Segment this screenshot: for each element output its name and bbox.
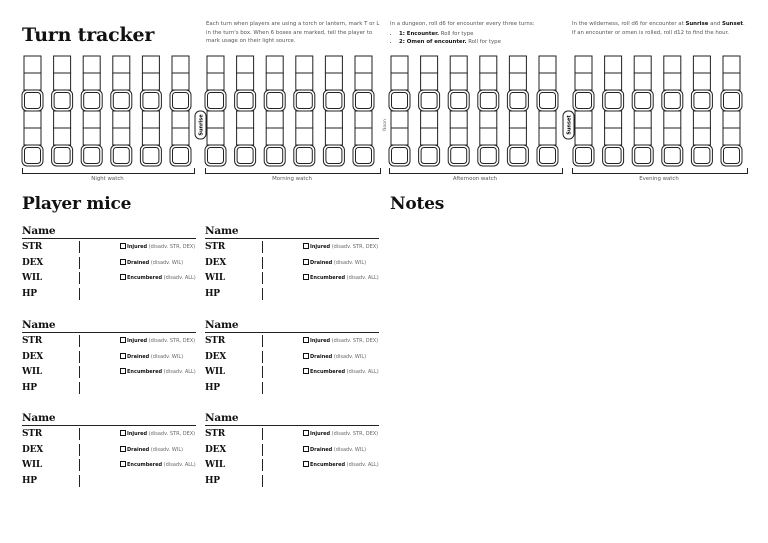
evening-watch-bracket: [572, 168, 748, 174]
dungeon-rules-intro: In a dungeon, roll d6 for encounter every three turns:: [390, 21, 535, 27]
turn-box: [421, 128, 438, 145]
turn-box: [450, 128, 467, 145]
turn-box: [54, 111, 71, 128]
stat-field-line: [262, 366, 263, 378]
dungeon-rule-item: • 2: Omen of encounter. Roll for type: [399, 38, 560, 47]
turn-box: [54, 73, 71, 90]
stat-row: [205, 442, 379, 458]
turn-box: [113, 111, 130, 128]
condition-checkbox[interactable]: [120, 337, 126, 343]
condition-checkbox[interactable]: [120, 430, 126, 436]
stat-row: [205, 286, 379, 302]
stat-label-str: STR: [22, 336, 43, 346]
condition-note: (disadv. WIL): [149, 446, 184, 453]
condition-note: (disadv. ALL): [345, 462, 379, 469]
turn-box: [142, 73, 159, 90]
stat-field-line: [79, 272, 80, 284]
turn-box: [421, 111, 438, 128]
turn-box: [634, 56, 651, 73]
stat-field-line: [262, 428, 263, 440]
condition-label: Injured: [127, 338, 148, 344]
stat-field-line: [262, 459, 263, 471]
stat-field-line: [262, 272, 263, 284]
turn-box: [355, 56, 372, 73]
player-name-label: Name: [22, 412, 196, 426]
condition-injured: [303, 430, 378, 437]
turn-box: [605, 111, 622, 128]
turn-box: [237, 128, 254, 145]
condition-label: Injured: [310, 244, 331, 250]
condition-injured: [303, 243, 378, 250]
stat-label-hp: HP: [22, 383, 37, 394]
turn-tracker-grid: [0, 0, 768, 190]
turn-box: [113, 73, 130, 90]
turn-box: [83, 128, 100, 145]
turn-box: [480, 128, 497, 145]
turn-box: [605, 128, 622, 145]
turn-box: [24, 128, 41, 145]
stat-row: [22, 364, 196, 380]
stat-label-dex: DEX: [205, 444, 227, 455]
condition-note: (disadv. STR, DEX): [330, 338, 379, 344]
condition-injured: [120, 430, 195, 437]
condition-label: Drained: [127, 353, 150, 360]
stat-row: [205, 333, 379, 349]
stat-row: [22, 380, 196, 396]
condition-label: Injured: [127, 244, 148, 250]
condition-injured: [303, 337, 378, 344]
condition-checkbox[interactable]: [303, 368, 309, 374]
turn-box: [83, 111, 100, 128]
turn-box: [355, 73, 372, 90]
stat-row: [205, 380, 379, 396]
condition-label: Encumbered: [310, 275, 346, 282]
turn-box: [207, 56, 224, 73]
condition-injured: [120, 337, 195, 344]
condition-label: Drained: [127, 446, 150, 453]
stat-label-str: STR: [205, 336, 226, 346]
turn-box: [539, 56, 556, 73]
turn-box: [325, 128, 342, 145]
condition-checkbox[interactable]: [120, 243, 126, 249]
turn-box: [634, 73, 651, 90]
stat-row: [205, 239, 379, 255]
condition-label: Drained: [310, 446, 333, 453]
turn-box: [539, 73, 556, 90]
watch-label-morning: Morning watch: [272, 176, 312, 182]
condition-label: Encumbered: [310, 369, 346, 376]
condition-note: (disadv. STR, DEX): [147, 431, 196, 437]
stat-field-line: [79, 444, 80, 456]
stat-field-line: [79, 257, 80, 269]
turn-box: [539, 128, 556, 145]
condition-encumbered: [303, 461, 379, 468]
stat-row: [22, 255, 196, 271]
turn-box: [664, 128, 681, 145]
condition-injured: [120, 243, 195, 250]
notes-heading: Notes: [390, 194, 445, 214]
turn-box: [237, 56, 254, 73]
stat-label-wil: WIL: [205, 367, 226, 378]
turn-box: [450, 111, 467, 128]
turn-box: [54, 128, 71, 145]
turn-box: [391, 56, 408, 73]
stat-field-line: [79, 335, 80, 347]
dungeon-rule-item: • 1: Encounter. Roll for type: [399, 30, 560, 39]
turn-box: [509, 128, 526, 145]
morning-watch-bracket: [205, 168, 381, 174]
player-card: [205, 319, 379, 396]
stat-label-hp: HP: [205, 383, 220, 394]
turn-box: [142, 128, 159, 145]
turn-box: [605, 56, 622, 73]
condition-label: Encumbered: [127, 369, 163, 376]
stat-label-wil: WIL: [22, 273, 43, 284]
turn-box: [325, 73, 342, 90]
stat-label-str: STR: [22, 429, 43, 439]
sunset-marker-label: Sunset: [566, 115, 573, 135]
condition-label: Encumbered: [310, 462, 346, 469]
turn-box: [325, 111, 342, 128]
turn-box: [266, 111, 283, 128]
condition-label: Injured: [310, 431, 331, 437]
night-watch-bracket: [22, 168, 195, 174]
turn-box: [172, 111, 189, 128]
turn-box: [450, 56, 467, 73]
player-name-label: Name: [205, 412, 379, 426]
sunrise-marker-label: Sunrise: [198, 114, 205, 136]
condition-label: Drained: [310, 353, 333, 360]
condition-note: (disadv. WIL): [332, 259, 367, 266]
turn-box: [54, 56, 71, 73]
stat-row: [205, 473, 379, 489]
turn-box: [634, 128, 651, 145]
stat-row: [205, 457, 379, 473]
turn-box: [605, 73, 622, 90]
stat-row: [205, 426, 379, 442]
turn-box: [723, 56, 740, 73]
stat-row: [205, 349, 379, 365]
stat-field-line: [262, 288, 263, 300]
turn-box: [113, 56, 130, 73]
turn-box: [693, 73, 710, 90]
stat-field-line: [262, 382, 263, 394]
condition-checkbox[interactable]: [303, 259, 309, 265]
stat-field-line: [262, 335, 263, 347]
stat-row: [22, 286, 196, 302]
stat-row: [22, 349, 196, 365]
player-card: [22, 319, 196, 396]
stat-field-line: [262, 475, 263, 487]
condition-drained: [120, 353, 183, 360]
turn-box: [325, 56, 342, 73]
turn-box: [207, 73, 224, 90]
stat-label-wil: WIL: [205, 273, 226, 284]
stat-label-dex: DEX: [205, 257, 227, 268]
condition-label: Encumbered: [127, 462, 163, 469]
condition-checkbox[interactable]: [120, 353, 126, 359]
turn-box: [391, 128, 408, 145]
turn-box: [575, 73, 592, 90]
turn-box: [172, 56, 189, 73]
turn-box: [693, 128, 710, 145]
turn-box: [634, 111, 651, 128]
turn-box: [723, 128, 740, 145]
light-rules-text: Each turn when players are using a torch or lantern, mark T or L in the turn's box. When 6 boxes are marked, tell the player to mark usage on their light source.: [206, 21, 380, 45]
condition-note: (disadv. ALL): [162, 369, 196, 376]
turn-box: [24, 56, 41, 73]
stat-label-hp: HP: [205, 476, 220, 487]
condition-checkbox[interactable]: [303, 274, 309, 280]
turn-box: [355, 111, 372, 128]
turn-box: [266, 128, 283, 145]
condition-drained: [303, 446, 366, 453]
turn-box: [296, 111, 313, 128]
turn-box: [266, 73, 283, 90]
condition-note: (disadv. ALL): [162, 462, 196, 469]
condition-encumbered: [303, 368, 379, 375]
stat-field-line: [262, 257, 263, 269]
turn-box: [391, 73, 408, 90]
afternoon-watch-bracket: [389, 168, 563, 174]
condition-note: (disadv. STR, DEX): [147, 338, 196, 344]
turn-box: [664, 111, 681, 128]
turn-box: [480, 56, 497, 73]
condition-encumbered: [120, 274, 196, 281]
stat-label-hp: HP: [22, 289, 37, 300]
turn-box: [172, 73, 189, 90]
turn-box: [723, 73, 740, 90]
stat-field-line: [79, 382, 80, 394]
stat-label-dex: DEX: [22, 351, 44, 362]
condition-label: Drained: [310, 259, 333, 266]
condition-checkbox[interactable]: [303, 461, 309, 467]
stat-field-line: [79, 428, 80, 440]
condition-note: (disadv. WIL): [149, 259, 184, 266]
stat-label-dex: DEX: [22, 444, 44, 455]
stat-label-hp: HP: [22, 476, 37, 487]
stat-row: [22, 473, 196, 489]
stat-row: [205, 270, 379, 286]
condition-drained: [120, 259, 183, 266]
turn-box: [391, 111, 408, 128]
condition-label: Injured: [127, 431, 148, 437]
turn-box: [723, 111, 740, 128]
condition-note: (disadv. WIL): [332, 353, 367, 360]
condition-checkbox[interactable]: [303, 446, 309, 452]
turn-box: [509, 56, 526, 73]
stat-field-line: [79, 288, 80, 300]
stat-field-line: [79, 475, 80, 487]
condition-checkbox[interactable]: [120, 259, 126, 265]
condition-note: (disadv. STR, DEX): [147, 244, 196, 250]
turn-box: [693, 111, 710, 128]
condition-checkbox[interactable]: [303, 243, 309, 249]
turn-box: [296, 56, 313, 73]
stat-row: [205, 364, 379, 380]
player-name-label: Name: [22, 319, 196, 333]
turn-box: [575, 111, 592, 128]
condition-checkbox[interactable]: [303, 430, 309, 436]
watch-label-night: Night watch: [91, 176, 124, 182]
page-title: Turn tracker: [22, 24, 155, 46]
condition-checkbox[interactable]: [120, 461, 126, 467]
condition-checkbox[interactable]: [120, 368, 126, 374]
turn-box: [24, 111, 41, 128]
turn-box: [421, 73, 438, 90]
watch-label-afternoon: Afternoon watch: [452, 176, 498, 182]
condition-note: (disadv. STR, DEX): [330, 244, 379, 250]
turn-box: [509, 73, 526, 90]
turn-box: [83, 56, 100, 73]
condition-label: Drained: [127, 259, 150, 266]
turn-box: [575, 56, 592, 73]
stat-field-line: [262, 241, 263, 253]
stat-field-line: [79, 366, 80, 378]
turn-box: [266, 56, 283, 73]
stat-label-wil: WIL: [205, 460, 226, 471]
stat-field-line: [79, 241, 80, 253]
condition-encumbered: [120, 368, 196, 375]
stat-field-line: [79, 351, 80, 363]
turn-box: [664, 73, 681, 90]
player-name-label: Name: [205, 225, 379, 239]
condition-drained: [303, 353, 366, 360]
stat-row: [22, 426, 196, 442]
watch-label-evening: Evening watch: [639, 176, 679, 182]
player-name-label: Name: [205, 319, 379, 333]
stat-label-dex: DEX: [205, 351, 227, 362]
condition-checkbox[interactable]: [120, 274, 126, 280]
condition-drained: [303, 259, 366, 266]
stat-label-hp: HP: [205, 289, 220, 300]
turn-box: [142, 56, 159, 73]
turn-box: [296, 73, 313, 90]
turn-box: [237, 73, 254, 90]
stat-row: [22, 333, 196, 349]
turn-box: [480, 73, 497, 90]
player-card: [22, 412, 196, 489]
stat-row: [22, 457, 196, 473]
condition-label: Injured: [310, 338, 331, 344]
turn-box: [664, 56, 681, 73]
condition-note: (disadv. ALL): [162, 275, 196, 282]
stat-field-line: [262, 444, 263, 456]
stat-row: [22, 239, 196, 255]
turn-box: [450, 73, 467, 90]
condition-checkbox[interactable]: [120, 446, 126, 452]
turn-box: [207, 111, 224, 128]
condition-drained: [120, 446, 183, 453]
condition-checkbox[interactable]: [303, 353, 309, 359]
player-card: [205, 412, 379, 489]
stat-label-str: STR: [205, 429, 226, 439]
stat-field-line: [262, 351, 263, 363]
turn-box: [421, 56, 438, 73]
player-name-label: Name: [22, 225, 196, 239]
stat-label-str: STR: [22, 242, 43, 252]
turn-box: [172, 128, 189, 145]
turn-box: [83, 73, 100, 90]
wilderness-rules-line2: If an encounter or omen is rolled, roll d12 to find the hour.: [572, 29, 729, 36]
stat-label-str: STR: [205, 242, 226, 252]
stat-row: [22, 270, 196, 286]
turn-box: [24, 73, 41, 90]
condition-encumbered: [120, 461, 196, 468]
stat-label-wil: WIL: [22, 367, 43, 378]
turn-box: [355, 128, 372, 145]
condition-note: (disadv. STR, DEX): [330, 431, 379, 437]
stat-label-wil: WIL: [22, 460, 43, 471]
condition-note: (disadv. WIL): [149, 353, 184, 360]
wilderness-rules-line1: In the wilderness, roll d6 for encounter at Sunrise and Sunset.: [572, 21, 745, 27]
turn-box: [237, 111, 254, 128]
turn-box: [113, 128, 130, 145]
turn-box: [296, 128, 313, 145]
condition-note: (disadv. WIL): [332, 446, 367, 453]
player-card: [22, 225, 196, 302]
turn-box: [480, 111, 497, 128]
turn-box: [575, 128, 592, 145]
turn-box: [693, 56, 710, 73]
player-mice-heading: Player mice: [22, 194, 132, 214]
stat-row: [205, 255, 379, 271]
condition-checkbox[interactable]: [303, 337, 309, 343]
noon-marker-label: Noon: [383, 119, 388, 131]
turn-box: [142, 111, 159, 128]
turn-box: [207, 128, 224, 145]
turn-box: [539, 111, 556, 128]
turn-box: [509, 111, 526, 128]
condition-note: (disadv. ALL): [345, 275, 379, 282]
stat-row: [22, 442, 196, 458]
stat-label-dex: DEX: [22, 257, 44, 268]
player-card: [205, 225, 379, 302]
condition-note: (disadv. ALL): [345, 369, 379, 376]
condition-encumbered: [303, 274, 379, 281]
condition-label: Encumbered: [127, 275, 163, 282]
stat-field-line: [79, 459, 80, 471]
